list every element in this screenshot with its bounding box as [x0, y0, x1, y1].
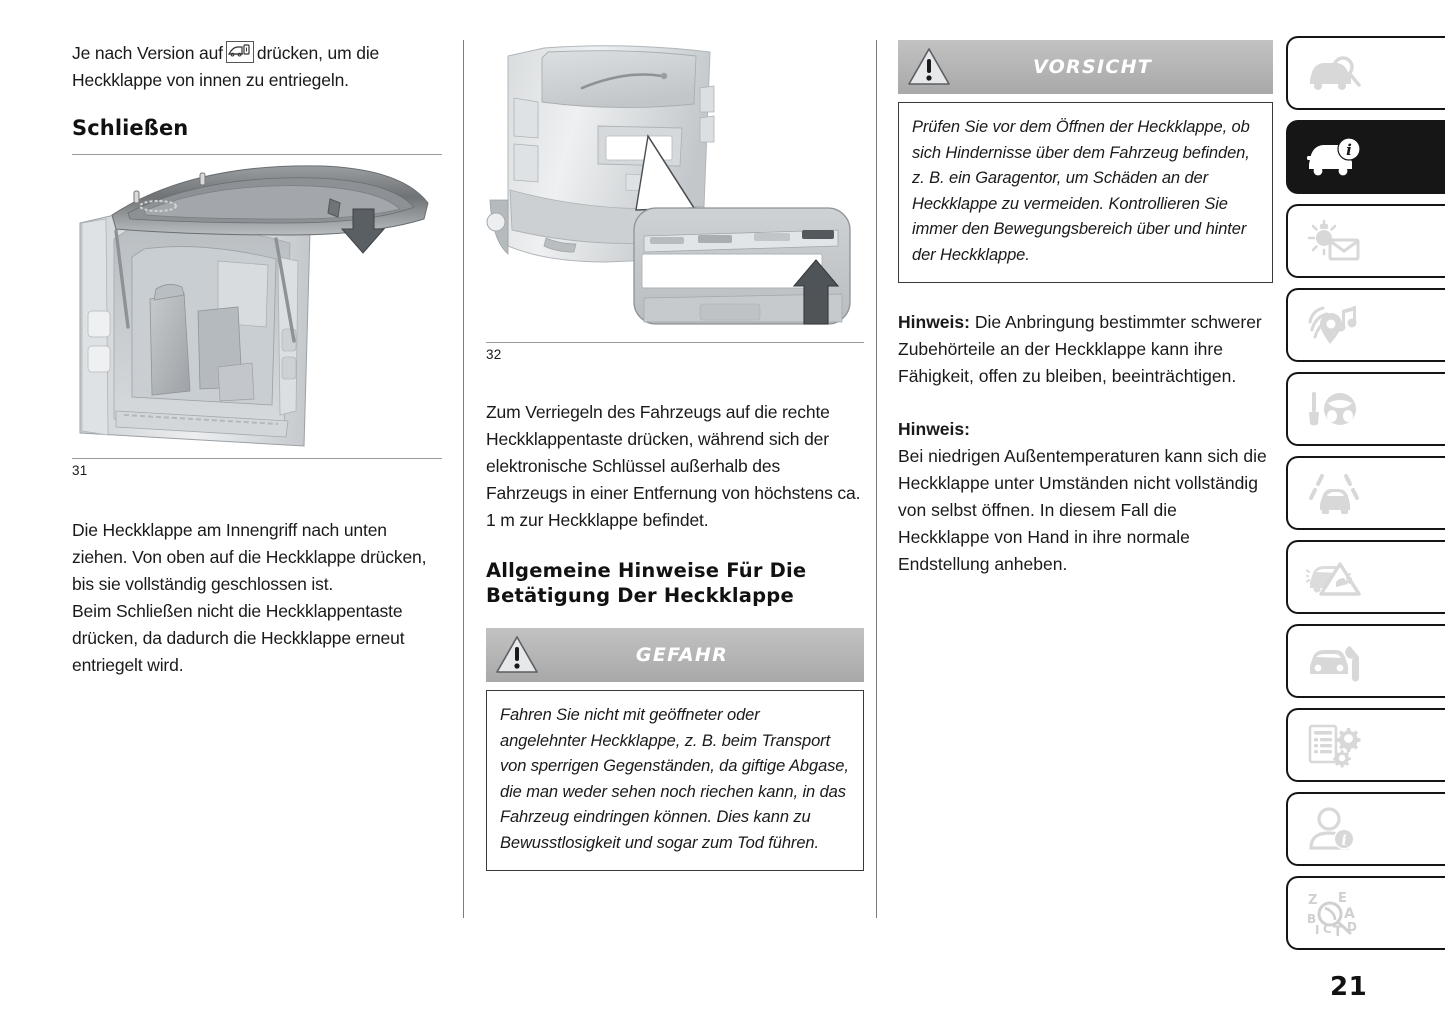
danger-box-title: GEFAHR [635, 644, 729, 666]
page-number: 21 [1330, 972, 1368, 1002]
van-rear-tailgate-open-illustration [72, 161, 442, 456]
intro-text-after: drücken, um die Heckklappe von innen zu entriegeln. [72, 43, 380, 90]
car-magnifier-icon [1306, 50, 1362, 96]
svg-text:D: D [1347, 920, 1357, 934]
tab-technical-data[interactable] [1286, 708, 1445, 782]
car-info-icon [1306, 134, 1362, 180]
intro-text-before: Je nach Version auf [72, 43, 223, 63]
paragraph-locking: Zum Verriegeln des Fahrzeugs auf die rechte Heckklappentaste drücken, während sich der elektronische Schlüssel außerhalb des Fahrzeugs in einer Entfernung von höchstens ca. 1 m zur Heckklappe befindet. [486, 402, 861, 530]
svg-text:A: A [1344, 906, 1355, 922]
svg-text:T: T [1333, 924, 1343, 936]
warning-triangle-icon [906, 46, 952, 88]
caution-box-body [898, 102, 1273, 283]
general-notes-subheading: Allgemeine Hinweise Für Die Betätigung Der Heckklappe [486, 559, 807, 607]
car-wrench-icon [1306, 638, 1362, 684]
note-label-1: Hinweis: [898, 312, 970, 332]
svg-text:i: i [1346, 141, 1352, 159]
note-cold-weather [898, 416, 1273, 578]
note-label-2: Hinweis: [898, 419, 970, 439]
figure-caption-31: 31 [72, 463, 88, 478]
sun-envelope-icon [1306, 218, 1362, 264]
page-title: Schließen [72, 116, 189, 140]
note-accessories [898, 309, 1273, 390]
van-rear-handle-callout-illustration [486, 40, 864, 340]
column-divider-right [876, 40, 877, 918]
tab-lighting-wipers[interactable] [1286, 204, 1445, 278]
paragraph-closing-2: Beim Schließen nicht die Heckklappentaste drücken, da dadurch die Heckklappe erneut entriegelt wird. [72, 601, 405, 675]
svg-text:I: I [1315, 923, 1320, 936]
figure-rule-1 [72, 458, 442, 459]
alphabet-magnifier-icon [1306, 890, 1362, 936]
danger-box-header [486, 628, 864, 682]
caution-box-text: Prüfen Sie vor dem Öffnen der Heckklappe, ob sich Hindernisse über dem Fahrzeug befinden, z. B. ein Garagentor, um Schäden an der Heckklappe zu vermeiden. Kontrollieren Sie immer den Bewegungsbereich über und hinter der Heckklappe. [912, 118, 1250, 264]
car-lane-icon [1306, 470, 1362, 516]
heading-rule [72, 154, 442, 155]
person-info-icon [1306, 806, 1362, 852]
tab-index[interactable] [1286, 876, 1445, 950]
note-text-2: Bei niedrigen Außentemperaturen kann sich die Heckklappe unter Umständen nicht vollständig von selbst öffnen. In diesem Fall die Heckklappe von Hand in ihre normale Endstellung anheben. [898, 446, 1267, 574]
svg-text:i: i [1341, 833, 1347, 849]
tab-driver-assistance[interactable] [1286, 456, 1445, 530]
svg-text:E: E [1338, 891, 1347, 906]
section-tabs-sidebar [1286, 36, 1445, 960]
tab-driving[interactable] [1286, 372, 1445, 446]
warning-triangle-icon [494, 634, 540, 676]
tab-vehicle-overview[interactable] [1286, 36, 1445, 110]
svg-text:B: B [1307, 912, 1317, 926]
list-gears-icon [1306, 722, 1362, 768]
tailgate-unlock-icon [226, 41, 254, 63]
paragraph-closing-1: Die Heckklappe am Innengriff nach unten ziehen. Von oben auf die Heckklappe drücken, bis sie vollständig geschlossen ist. [72, 520, 427, 594]
svg-text:C: C [1323, 922, 1332, 936]
danger-box [486, 628, 864, 871]
tab-emergency[interactable] [1286, 540, 1445, 614]
danger-box-text: Fahren Sie nicht mit geöffneter oder angelehnter Heckklappe, z. B. beim Transport von sperrigen Gegenständen, da giftige Abgase, die man weder sehen noch riechen kann, in das Fahrzeug eindringen können. Dies kann zu Bewusstlosigkeit und sogar zum Tod führen. [500, 706, 849, 852]
svg-text:Z: Z [1308, 893, 1318, 908]
figure-rule-2 [486, 342, 864, 343]
tab-maintenance[interactable] [1286, 624, 1445, 698]
tab-infotainment[interactable] [1286, 288, 1445, 362]
tab-vehicle-information[interactable] [1286, 120, 1445, 194]
caution-box-header [898, 40, 1273, 94]
content-column-1 [72, 40, 442, 679]
signal-music-pin-icon [1306, 302, 1362, 348]
content-column-2 [486, 40, 864, 871]
content-column-3 [898, 40, 1273, 578]
caution-box [898, 40, 1273, 283]
danger-box-body [486, 690, 864, 871]
figure-caption-32: 32 [486, 347, 502, 362]
column-divider-left [463, 40, 464, 918]
caution-box-title: VORSICHT [1032, 56, 1153, 78]
intro-paragraph [72, 40, 442, 94]
tab-customer-service[interactable] [1286, 792, 1445, 866]
steering-wheel-icon [1306, 386, 1362, 432]
car-warning-triangle-icon [1306, 554, 1362, 600]
note-text-1: Die Anbringung bestimmter schwerer Zubehörteile an der Heckklappe kann ihre Fähigkeit, offen zu bleiben, beeinträchtigen. [898, 312, 1262, 386]
